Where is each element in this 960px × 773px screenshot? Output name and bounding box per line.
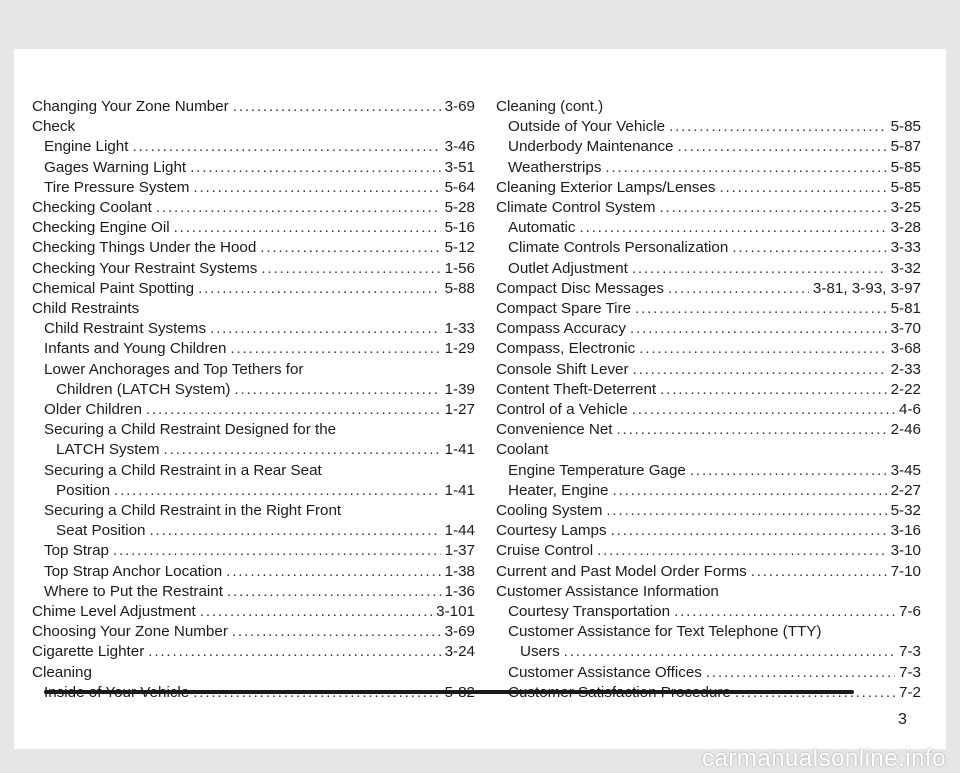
entry-text: Cigarette Lighter: [32, 643, 145, 661]
page-reference: 3-10: [890, 542, 921, 560]
index-entry: [496, 642, 921, 662]
page-reference: 1-39: [444, 380, 475, 398]
dot-leader: [611, 521, 887, 541]
index-entry: [32, 481, 475, 501]
entry-text: Chime Level Adjustment: [32, 603, 196, 621]
page-reference: 7-2: [899, 683, 921, 701]
entry-text: Checking Coolant: [32, 199, 152, 217]
entry-text: Top Strap: [44, 542, 110, 560]
dot-leader: [706, 663, 895, 683]
index-entry: [32, 158, 475, 178]
page-reference: 7-10: [890, 562, 921, 580]
dot-leader: [639, 339, 886, 359]
dot-leader: [674, 602, 895, 622]
index-heading: [496, 97, 921, 117]
page-reference: 5-81: [890, 300, 921, 318]
index-entry: [32, 380, 475, 400]
index-entry: [32, 440, 475, 460]
entry-text: Customer Assistance for Text Telephone (TTY): [508, 623, 822, 641]
entry-text: LATCH System: [56, 441, 160, 459]
index-entry: [496, 158, 921, 178]
dot-leader: [227, 582, 441, 602]
entry-text: Cleaning: [32, 663, 92, 681]
dot-leader: [606, 501, 886, 521]
entry-text: Chemical Paint Spotting: [32, 279, 195, 297]
page-reference: 1-41: [444, 481, 475, 499]
page-reference: 5-88: [444, 279, 475, 297]
page-reference: 7-3: [899, 663, 921, 681]
page-reference: 5-16: [444, 219, 475, 237]
footer-rule: [44, 690, 854, 694]
entry-text: Top Strap Anchor Location: [44, 562, 223, 580]
entry-text: Engine Temperature Gage: [508, 461, 686, 479]
dot-leader: [261, 259, 440, 279]
page-reference: 5-32: [890, 502, 921, 520]
page-reference: 1-41: [444, 441, 475, 459]
index-entry: [32, 259, 475, 279]
entry-text: Securing a Child Restraint in the Right Front: [44, 502, 342, 520]
index-entry: [32, 319, 475, 339]
entry-text: Heater, Engine: [508, 481, 609, 499]
page-reference: 3-68: [890, 340, 921, 358]
entry-text: Coolant: [496, 441, 549, 459]
page-reference: 3-45: [890, 461, 921, 479]
page-reference: 5-85: [890, 158, 921, 176]
dot-leader: [233, 97, 441, 117]
index-entry: [496, 198, 921, 218]
page-reference: 1-44: [444, 522, 475, 540]
entry-text: Cruise Control: [496, 542, 594, 560]
index-entry: [496, 339, 921, 359]
index-heading: [496, 582, 921, 602]
entry-text: Engine Light: [44, 138, 129, 156]
index-entry: [496, 541, 921, 561]
dot-leader: [617, 420, 887, 440]
entry-text: Seat Position: [56, 522, 146, 540]
index-heading: [496, 440, 921, 460]
index-entry: [32, 137, 475, 157]
entry-text: Customer Assistance Information: [496, 582, 719, 600]
site-watermark: carmanualsonline.info: [702, 745, 946, 772]
index-entry: [496, 562, 921, 582]
dot-leader: [660, 380, 886, 400]
page-reference: 1-36: [444, 582, 475, 600]
index-page: [14, 49, 946, 749]
index-entry: [32, 521, 475, 541]
entry-text: Climate Controls Personalization: [508, 239, 729, 257]
page-reference: 3-81, 3-93, 3-97: [812, 279, 921, 297]
index-entry: [32, 238, 475, 258]
index-entry: [496, 400, 921, 420]
entry-text: Courtesy Lamps: [496, 522, 607, 540]
entry-text: Compact Spare Tire: [496, 300, 632, 318]
page-reference: 2-46: [890, 421, 921, 439]
index-entry: [496, 319, 921, 339]
entry-text: Cooling System: [496, 502, 603, 520]
dot-leader: [633, 360, 887, 380]
entry-text: Automatic: [508, 219, 576, 237]
dot-leader: [150, 521, 441, 541]
page-reference: 1-56: [444, 259, 475, 277]
page-reference: 3-51: [444, 158, 475, 176]
page-reference: 5-28: [444, 199, 475, 217]
entry-text: Position: [56, 481, 111, 499]
entry-text: Checking Engine Oil: [32, 219, 170, 237]
dot-leader: [132, 137, 440, 157]
index-entry: [496, 259, 921, 279]
dot-leader: [232, 622, 441, 642]
index-entry: [32, 541, 475, 561]
entry-text: Courtesy Transportation: [508, 603, 671, 621]
entry-text: Outlet Adjustment: [508, 259, 628, 277]
index-heading: [32, 501, 475, 521]
entry-text: Control of a Vehicle: [496, 401, 628, 419]
entry-text: Cleaning (cont.): [496, 98, 604, 115]
index-entry: [496, 663, 921, 683]
entry-text: Convenience Net: [496, 421, 613, 439]
dot-leader: [200, 602, 432, 622]
page-reference: 3-24: [444, 643, 475, 661]
dot-leader: [113, 541, 441, 561]
dot-leader: [690, 461, 887, 481]
page-reference: 3-33: [890, 239, 921, 257]
entry-text: Cleaning Exterior Lamps/Lenses: [496, 178, 716, 196]
index-entry: [32, 198, 475, 218]
dot-leader: [597, 541, 887, 561]
dot-leader: [564, 642, 895, 662]
page-reference: 1-38: [444, 562, 475, 580]
page-reference: 3-25: [890, 199, 921, 217]
dot-leader: [234, 380, 440, 400]
page-reference: 3-32: [890, 259, 921, 277]
dot-leader: [605, 158, 886, 178]
index-entry: [32, 400, 475, 420]
page-reference: 3-16: [890, 522, 921, 540]
dot-leader: [732, 238, 886, 258]
index-heading: [496, 622, 921, 642]
index-entry: [496, 137, 921, 157]
entry-text: Securing a Child Restraint Designed for the: [44, 421, 337, 439]
index-entry: [32, 562, 475, 582]
page-reference: 3-28: [890, 219, 921, 237]
index-entry: [496, 117, 921, 137]
dot-leader: [164, 440, 441, 460]
entry-text: Customer Assistance Offices: [508, 663, 702, 681]
dot-leader: [580, 218, 887, 238]
index-column-left: [32, 97, 475, 703]
index-entry: [496, 299, 921, 319]
dot-leader: [198, 279, 441, 299]
index-entry: [32, 218, 475, 238]
dot-leader: [677, 137, 886, 157]
index-heading: [32, 461, 475, 481]
index-entry: [496, 238, 921, 258]
entry-text: Children (LATCH System): [56, 380, 231, 398]
index-entry: [496, 461, 921, 481]
dot-leader: [632, 400, 895, 420]
dot-leader: [148, 642, 440, 662]
entry-text: Tire Pressure System: [44, 178, 190, 196]
entry-text: Child Restraint Systems: [44, 320, 207, 338]
dot-leader: [230, 339, 440, 359]
entry-text: Check: [32, 118, 76, 136]
entry-text: Lower Anchorages and Top Tethers for: [44, 360, 304, 378]
entry-text: Checking Things Under the Hood: [32, 239, 257, 257]
index-entry: [496, 380, 921, 400]
index-entry: [496, 602, 921, 622]
dot-leader: [668, 279, 809, 299]
index-entry: [32, 339, 475, 359]
page-reference: 3-69: [444, 623, 475, 641]
entry-text: Older Children: [44, 401, 142, 419]
entry-text: Compass Accuracy: [496, 320, 626, 338]
index-entry: [496, 420, 921, 440]
page-reference: 7-3: [899, 643, 921, 661]
page-reference: 3-46: [444, 138, 475, 156]
page-reference: 2-27: [890, 481, 921, 499]
index-column-right: [496, 97, 921, 703]
index-entry: [32, 279, 475, 299]
entry-text: Choosing Your Zone Number: [32, 623, 228, 641]
page-reference: 1-37: [444, 542, 475, 560]
entry-text: Checking Your Restraint Systems: [32, 259, 258, 277]
dot-leader: [226, 562, 440, 582]
dot-leader: [630, 319, 887, 339]
index-entry: [32, 642, 475, 662]
index-entry: [32, 582, 475, 602]
index-heading: [32, 420, 475, 440]
entry-text: Climate Control System: [496, 199, 656, 217]
page-reference: 5-87: [890, 138, 921, 156]
page-reference: 4-6: [899, 401, 921, 419]
page-reference: 2-33: [890, 360, 921, 378]
page-reference: 5-85: [890, 178, 921, 196]
entry-text: Underbody Maintenance: [508, 138, 674, 156]
page-reference: 5-12: [444, 239, 475, 257]
dot-leader: [190, 158, 440, 178]
index-entry: [32, 178, 475, 198]
dot-leader: [720, 178, 887, 198]
page-reference: 3-101: [436, 603, 475, 621]
page-reference: 7-6: [899, 603, 921, 621]
entry-text: Where to Put the Restraint: [44, 582, 223, 600]
dot-leader: [632, 259, 887, 279]
index-heading: [32, 360, 475, 380]
index-entry: [496, 360, 921, 380]
dot-leader: [114, 481, 441, 501]
dot-leader: [751, 562, 887, 582]
entry-text: Child Restraints: [32, 300, 140, 318]
entry-text: Users: [520, 643, 560, 661]
page-reference: 3-70: [890, 320, 921, 338]
entry-text: Securing a Child Restraint in a Rear Seat: [44, 461, 322, 479]
entry-text: Compass, Electronic: [496, 340, 636, 358]
entry-text: Compact Disc Messages: [496, 279, 664, 297]
page-reference: 1-27: [444, 401, 475, 419]
dot-leader: [660, 198, 887, 218]
index-heading: [32, 117, 475, 137]
dot-leader: [210, 319, 441, 339]
index-entry: [496, 279, 921, 299]
dot-leader: [635, 299, 887, 319]
index-entry: [32, 97, 475, 117]
index-entry: [496, 178, 921, 198]
entry-text: Outside of Your Vehicle: [508, 118, 666, 136]
dot-leader: [193, 178, 440, 198]
dot-leader: [146, 400, 441, 420]
index-heading: [32, 299, 475, 319]
index-entry: [496, 218, 921, 238]
dot-leader: [612, 481, 886, 501]
dot-leader: [174, 218, 441, 238]
page-reference: 3-69: [444, 98, 475, 115]
page-reference: 5-64: [444, 178, 475, 196]
page-reference: 1-33: [444, 320, 475, 338]
page-reference: 1-29: [444, 340, 475, 358]
index-entry: [32, 602, 475, 622]
index-heading: [32, 663, 475, 683]
dot-leader: [669, 117, 887, 137]
entry-text: Gages Warning Light: [44, 158, 187, 176]
page-number: 3: [898, 711, 907, 728]
page-reference: 5-85: [890, 118, 921, 136]
entry-text: Console Shift Lever: [496, 360, 629, 378]
page-reference: 2-22: [890, 380, 921, 398]
dot-leader: [156, 198, 441, 218]
entry-text: Current and Past Model Order Forms: [496, 562, 747, 580]
index-entry: [496, 501, 921, 521]
entry-text: Infants and Young Children: [44, 340, 227, 358]
index-entry: [496, 521, 921, 541]
index-entry: [32, 622, 475, 642]
index-entry: [496, 481, 921, 501]
entry-text: Weatherstrips: [508, 158, 602, 176]
dot-leader: [260, 238, 440, 258]
entry-text: Content Theft-Deterrent: [496, 380, 657, 398]
entry-text: Changing Your Zone Number: [32, 98, 229, 115]
